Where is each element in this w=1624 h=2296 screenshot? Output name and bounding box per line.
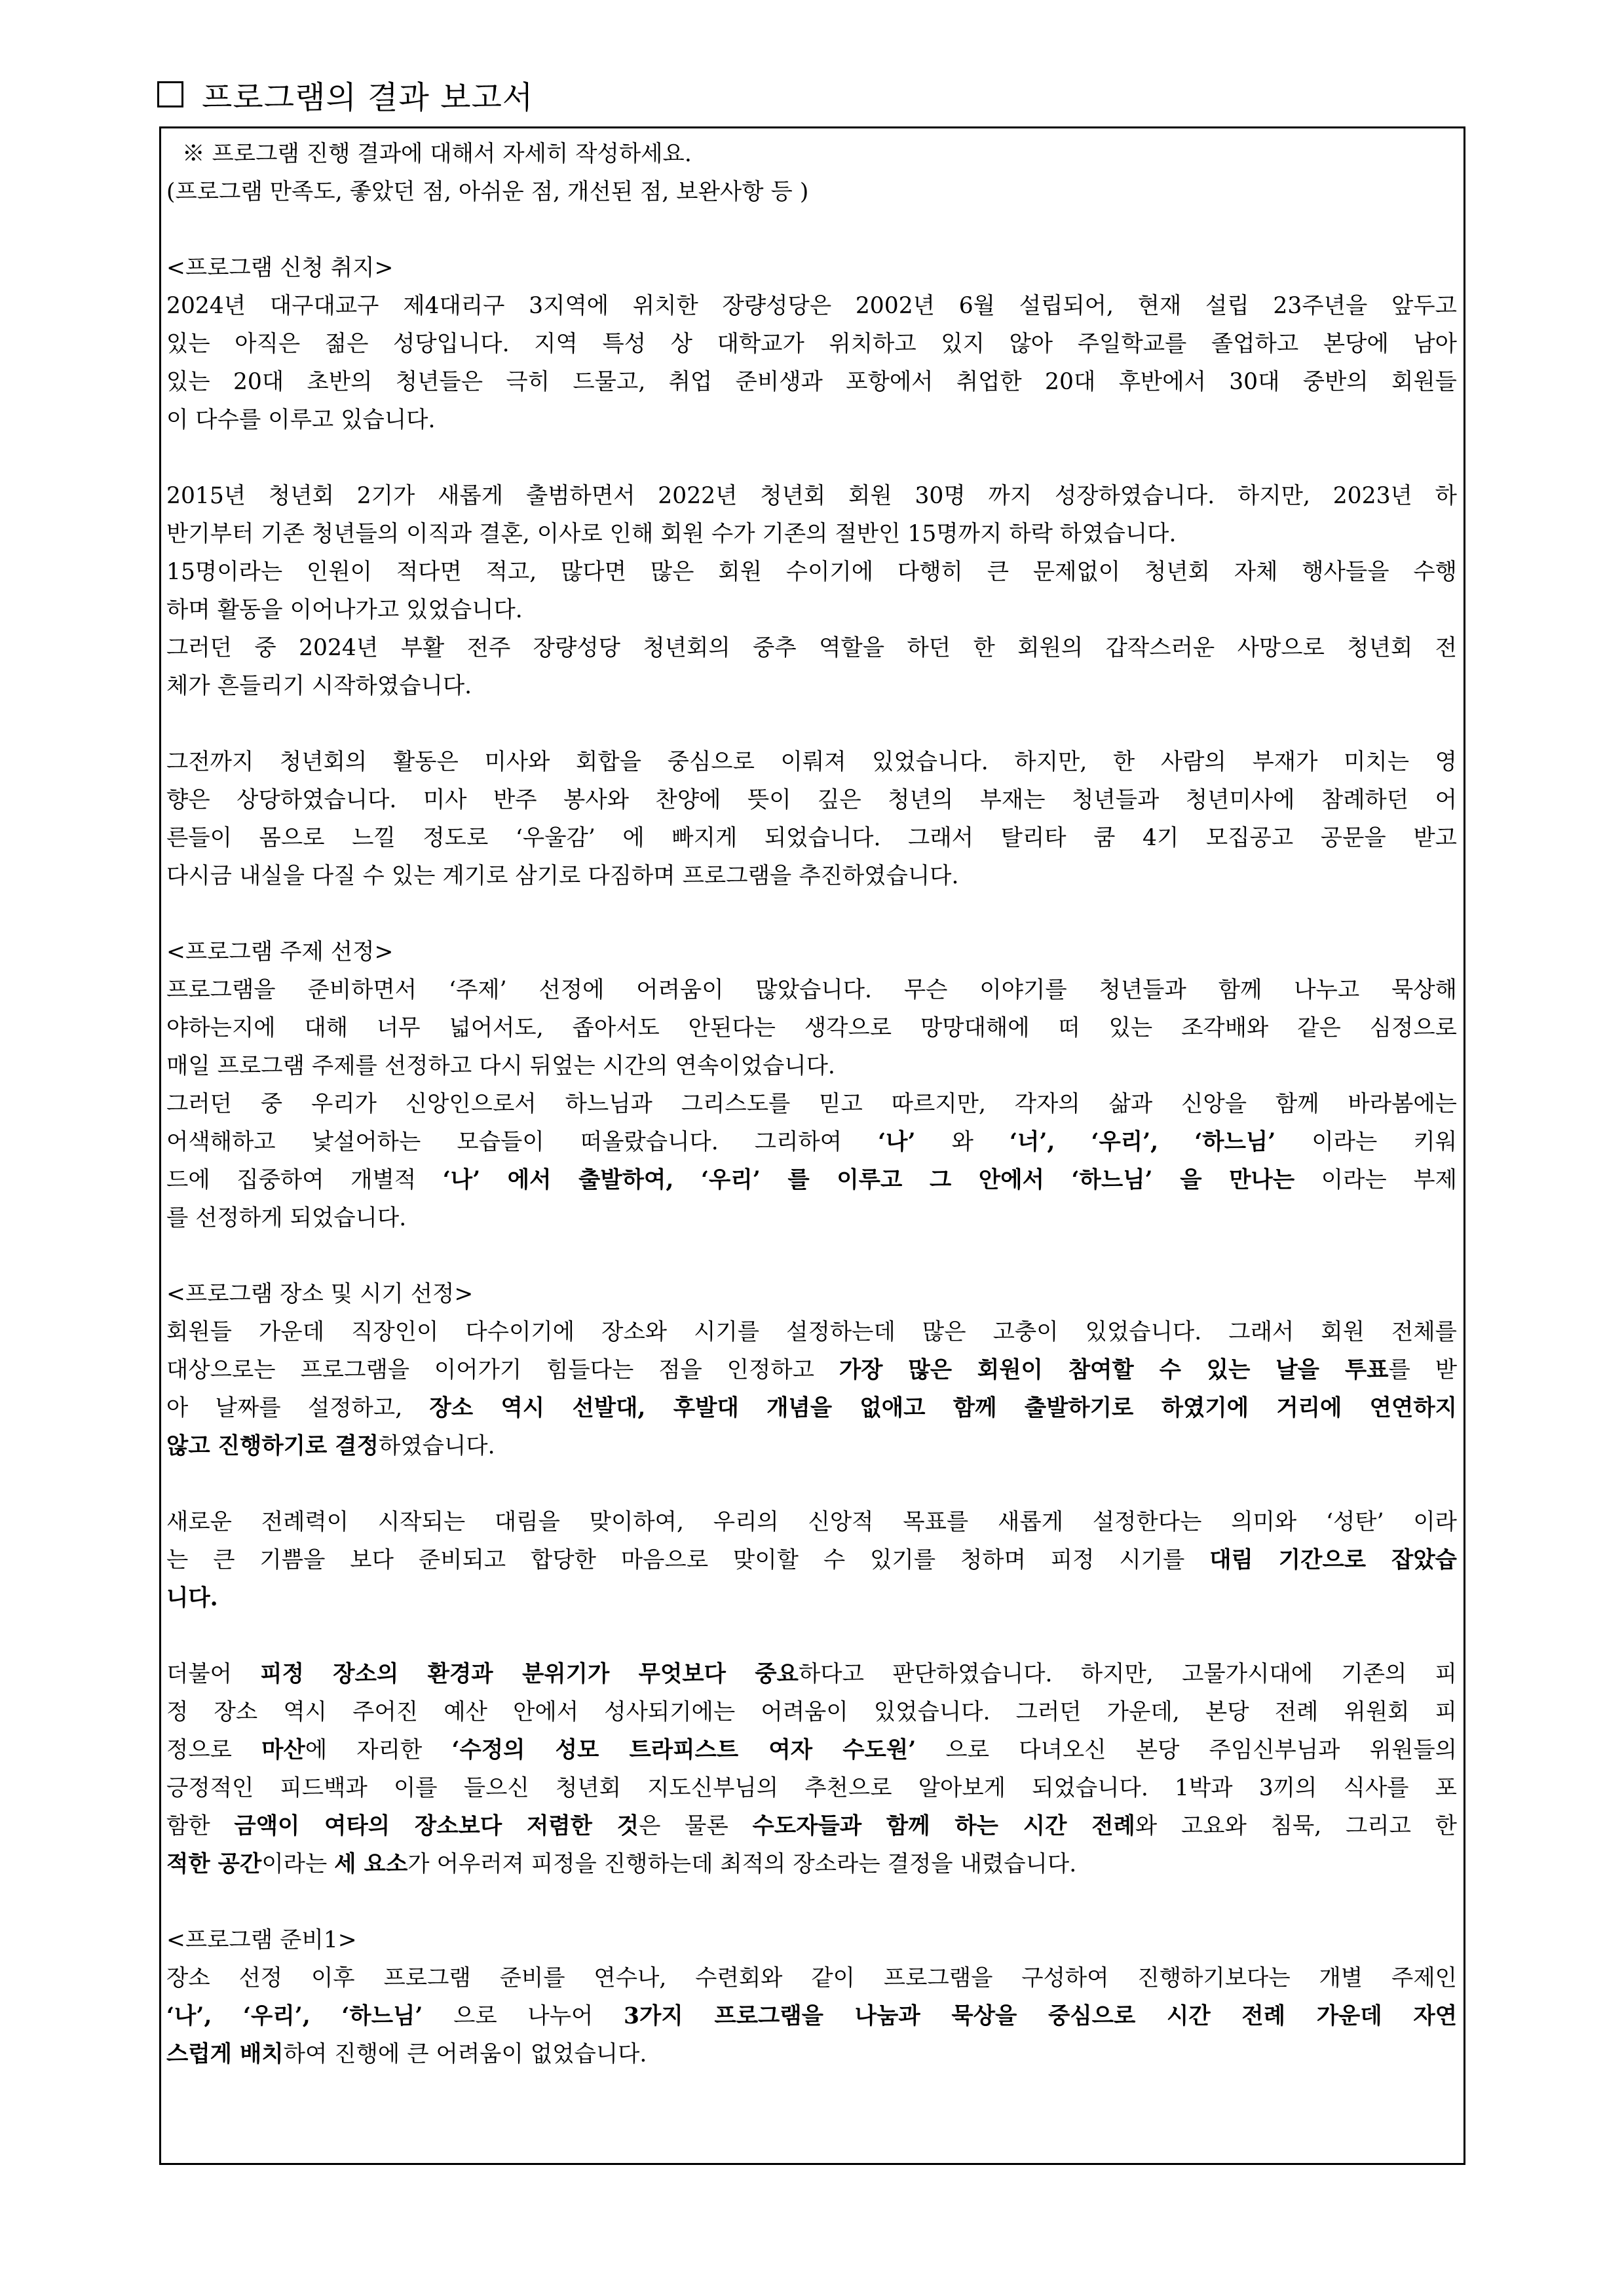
paragraph-line: 새로운 전례력이 시작되는 대림을 맞이하여, 우리의 신앙적 목표를 새롭게 설정한다는 의미와 ‘성탄’ 이라 (166, 1509, 1457, 1535)
keyword: ‘우리’, (1091, 1129, 1159, 1155)
paragraph-line: 긍정적인 피드백과 이를 들으신 청년회 지도신부님의 추천으로 알아보게 되었습니다. 1박과 3끼의 식사를 포 (166, 1775, 1457, 1801)
section-heading-theme: <프로그램 주제 선정> (166, 939, 394, 965)
paragraph-line: 이 다수를 이루고 있습니다. (166, 407, 436, 433)
paragraph-line: 매일 프로그램 주제를 선정하고 다시 뒤엎는 시간의 연속이었습니다. (166, 1053, 835, 1079)
section-heading-purpose: <프로그램 신청 취지> (166, 255, 394, 281)
section-heading-preparation: <프로그램 준비1> (166, 1927, 357, 1953)
page-title (157, 71, 533, 118)
paragraph-line: 그러던 중 우리가 신앙인으로서 하느님과 그리스도를 믿고 따르지만, 각자의 삶과 신앙을 함께 바라봄에는 (166, 1091, 1457, 1117)
paragraph-line: 니다. (166, 1585, 218, 1611)
paragraph-line: 적한 공간이라는 세 요소가 어우러져 피정을 진행하는데 최적의 장소라는 결정을 내렸습니다. (166, 1851, 1077, 1877)
subtitle-emphasis: ‘나’ 에서 출발하여, ‘우리’ 를 이루고 그 안에서 ‘하느님’ 을 만나는 (442, 1167, 1295, 1193)
keyword: ‘너’, (1010, 1129, 1055, 1155)
paragraph-line: 있는 20대 초반의 청년들은 극히 드물고, 취업 준비생과 포항에서 취업한 20대 후반에서 30대 중반의 회원들 (166, 369, 1457, 395)
paragraph-line: 른들이 몸으로 느낄 정도로 ‘우울감’ 에 빠지게 되었습니다. 그래서 탈리타 쿰 4기 모집공고 공문을 받고 (166, 825, 1457, 851)
report-frame (159, 126, 1465, 2165)
title-text: 프로그램의 결과 보고서 (202, 79, 534, 116)
paragraph-line: 하며 활동을 이어나가고 있었습니다. (166, 597, 523, 623)
keyword: ‘나’ (878, 1129, 916, 1155)
paragraph-line: 있는 아직은 젊은 성당입니다. 지역 특성 상 대학교가 위치하고 있지 않아 주일학교를 졸업하고 본당에 남아 (166, 331, 1457, 357)
paragraph-line: 장소 선정 이후 프로그램 준비를 연수나, 수련회와 같이 프로그램을 구성하여 진행하기보다는 개별 주제인 (166, 1965, 1457, 1991)
paragraph-line: 스럽게 배치하여 진행에 큰 어려움이 없었습니다. (166, 2041, 647, 2067)
paragraph-line: 반기부터 기존 청년들의 이직과 결혼, 이사로 인해 회원 수가 기존의 절반인 15명까지 하락 하였습니다. (166, 521, 1177, 547)
monastery-name: ‘수정의 성모 트라피스트 여자 수도원’ (451, 1737, 916, 1763)
paragraph-line: 회원들 가운데 직장인이 다수이기에 장소와 시기를 설정하는데 많은 고충이 있었습니다. 그래서 회원 전체를 (166, 1319, 1457, 1345)
paragraph-line: 체가 흔들리기 시작하였습니다. (166, 673, 472, 699)
paragraph-line: 드에 집중하여 개별적 ‘나’ 에서 출발하여, ‘우리’ 를 이루고 그 안에서 ‘하느님’ 을 만나는 이라는 부제 (166, 1167, 1458, 1193)
paragraph-line: 더불어 피정 장소의 환경과 분위기가 무엇보다 중요하다고 판단하였습니다. 하지만, 고물가시대에 기존의 피 (166, 1661, 1457, 1687)
paragraph-line: 를 선정하게 되었습니다. (166, 1205, 407, 1231)
section-heading-place-time: <프로그램 장소 및 시기 선정> (166, 1281, 474, 1307)
checkbox-icon (157, 81, 183, 107)
instruction: ※ 프로그램 진행 결과에 대해서 자세히 작성하세요. (182, 141, 692, 167)
paragraph-line: 는 큰 기쁨을 보다 준비되고 합당한 마음으로 맞이할 수 있기를 청하며 피정 시기를 대림 기간으로 잡았습 (166, 1547, 1458, 1573)
paragraph-line: 어색해하고 낯설어하는 모습들이 떠올랐습니다. 그리하여 ‘나’ 와 ‘너’, ‘우리’, ‘하느님’ 이라는 키워 (166, 1129, 1458, 1155)
paragraph-line: 향은 상당하였습니다. 미사 반주 봉사와 찬양에 뜻이 깊은 청년의 부재는 청년들과 청년미사에 참례하던 어 (166, 787, 1457, 813)
instruction-note: (프로그램 만족도, 좋았던 점, 아쉬운 점, 개선된 점, 보완사항 등 ) (166, 179, 809, 205)
paragraph-line: 대상으로는 프로그램을 이어가기 힘들다는 점을 인정하고 가장 많은 회원이 참여할 수 있는 날을 투표를 받 (166, 1357, 1458, 1383)
paragraph-line: 정으로 마산에 자리한 ‘수정의 성모 트라피스트 여자 수도원’ 으로 다녀오신 본당 주임신부님과 위원들의 (166, 1737, 1457, 1763)
paragraph-line: 아 날짜를 설정하고, 장소 역시 선발대, 후발대 개념을 없애고 함께 출발하기로 하였기에 거리에 연연하지 (166, 1395, 1457, 1421)
paragraph-line: 2024년 대구대교구 제4대리구 3지역에 위치한 장량성당은 2002년 6월 설립되어, 현재 설립 23주년을 앞두고 (166, 293, 1457, 319)
paragraph-line: 함한 금액이 여타의 장소보다 저렴한 것은 물론 수도자들과 함께 하는 시간 전례와 고요와 침묵, 그리고 한 (166, 1813, 1458, 1839)
paragraph-line: 그러던 중 2024년 부활 전주 장량성당 청년회의 중추 역할을 하던 한 회원의 갑작스러운 사망으로 청년회 전 (166, 635, 1457, 661)
paragraph-line: 2015년 청년회 2기가 새롭게 출범하면서 2022년 청년회 회원 30명 까지 성장하였습니다. 하지만, 2023년 하 (166, 483, 1457, 509)
paragraph-line: 프로그램을 준비하면서 ‘주제’ 선정에 어려움이 많았습니다. 무슨 이야기를 청년들과 함께 나누고 묵상해 (166, 977, 1457, 1003)
paragraph-line: ‘나’, ‘우리’, ‘하느님’ 으로 나누어 3가지 프로그램을 나눔과 묵상을 중심으로 시간 전례 가운데 자연 (166, 2003, 1458, 2029)
paragraph-line: 다시금 내실을 다질 수 있는 계기로 삼기로 다짐하며 프로그램을 추진하였습니다. (166, 863, 959, 889)
paragraph-line: 정 장소 역시 주어진 예산 안에서 성사되기에는 어려움이 있었습니다. 그러던 가운데, 본당 전례 위원회 피 (166, 1699, 1457, 1725)
paragraph-line: 않고 진행하기로 결정하였습니다. (166, 1433, 495, 1459)
paragraph-line: 야하는지에 대해 너무 넓어서도, 좁아서도 안된다는 생각으로 망망대해에 떠 있는 조각배와 같은 심정으로 (166, 1015, 1457, 1041)
paragraph-line: 그전까지 청년회의 활동은 미사와 회합을 중심으로 이뤄져 있었습니다. 하지만, 한 사람의 부재가 미치는 영 (166, 749, 1457, 775)
keyword: ‘하느님’ (1194, 1129, 1276, 1155)
paragraph-line: 15명이라는 인원이 적다면 적고, 많다면 많은 회원 수이기에 다행히 큰 문제없이 청년회 자체 행사들을 수행 (166, 559, 1457, 585)
